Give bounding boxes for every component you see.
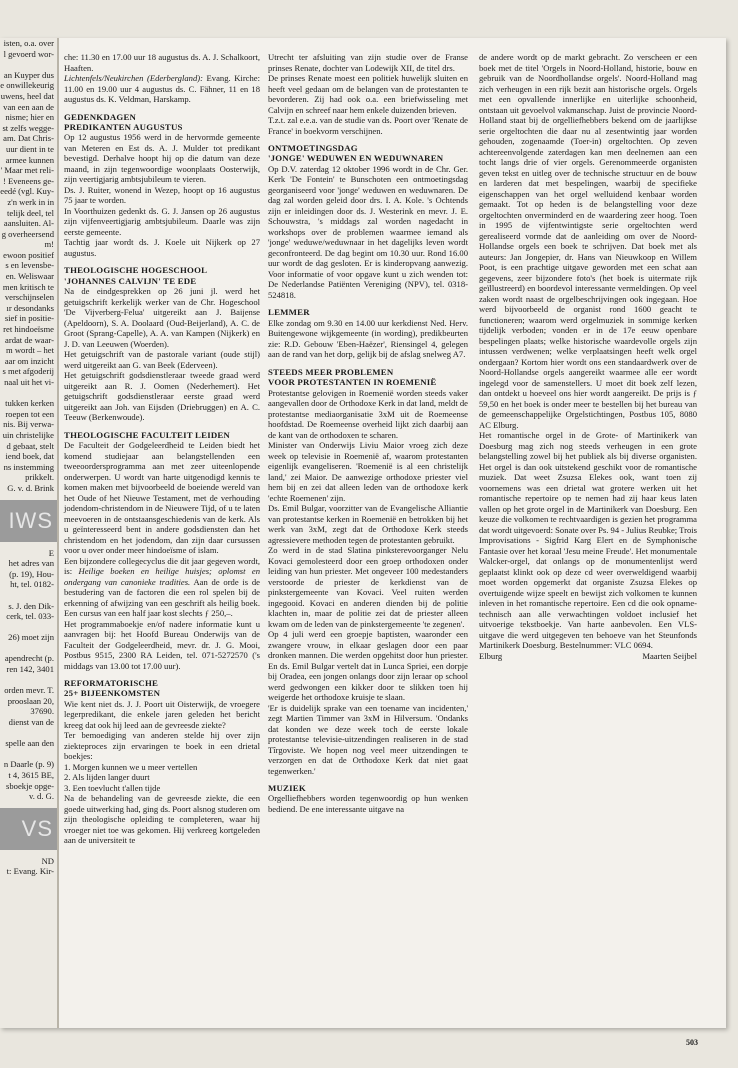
- previous-page-line: d gebaat, stelt: [6, 440, 54, 451]
- paragraph: De Faculteit der Godgeleerdheid te Leiden biedt het komend studiejaar aan belangstellenden een tweeoordersprogramma aan met zeer uiteenlopende onderwerpen. U wordt van harte uitgenodigd kennis te komen maken met bijvoorbeeld de boeiende wereld van het Oude of het Nieuwe Testament, met de verhouding jodendom-christendom in de Nieuwere Tijd, of u te laten meevoeren in de ontstaansgeschiedenis van de kerk. Als u geïnteresseerd bent in andere godsdiensten dan het christendom en het jodendom, dan zijn daar cursussen voor u over onder meer hindoeïsme of islam.: [64, 440, 260, 556]
- previous-page-line: armee kunnen: [5, 154, 54, 165]
- paragraph: Na de behandeling van de gevreesde ziekte, die een goede uitwerking had, ging ds. Poort alsnog studeren om zijn theologische opleiding te completeren, waar hij vroeger niet toe was gekomen. Hij verkreeg kortgeleden aan de universiteit te: [64, 793, 260, 846]
- previous-page-line: naal uit het vi-: [4, 377, 54, 387]
- previous-page-line: [0, 59, 57, 70]
- previous-page-line: eedé (vgl. Kuy-: [0, 186, 54, 197]
- paragraph-text: Evang. Kirche: 11.00 en 19.00 uur 4 augustus ds. C. Fähner, 11 en 18 augustus ds. K. Veldman, Harskamp.: [64, 73, 260, 104]
- section-heading: THEOLOGISCHE HOGESCHOOL: [64, 265, 208, 276]
- previous-page-line: cerk, tel. 033-: [6, 611, 54, 622]
- previous-page-line: l gevoerd wor-: [3, 48, 54, 59]
- paragraph: T.z.t. zal e.e.a. van de studie van ds. Poort over 'Renate de France' in boekvorm verschijnen.: [268, 115, 468, 136]
- list-item: 3. Een toevlucht t'allen tijde: [64, 782, 161, 793]
- previous-page-line: roepen tot een: [5, 408, 54, 419]
- book-list: [64, 762, 260, 794]
- previous-page-line: uwens, heel dat: [0, 90, 54, 101]
- paragraph: Op D.V. zaterdag 12 oktober 1996 wordt in de Chr. Ger. Kerk 'De Fontein' te Bunschoten een ontmoetingsdag georganiseerd voor 'jonge' weduwen en weduwnaren. De dag zal worden geleid door drs. I. A. Kole. 's Ochtends zijn er inleidingen door ds. J. Westerink en mevr. J. E. Schouwstra, 's middags zal worden nagedacht in workshops over de problemen waarmee iemand als 'jonge' weduwe/weduwnaar in het dagelijks leven wordt geconfronteerd. De dag begint om 10.30 uur. Rond 16.00 uur wordt de dag gesloten. Er is kinderopvang aanwezig. Voor informatie of voor opgave kunt u zich wenden tot: De Nederlandse Patiënten Vereniging (NPV), tel. 0318-524818.: [268, 163, 468, 300]
- paragraph: Het getuigschrift van de pastorale variant (oude stijl) werd uitgereikt aan G. van Beek (Ederveen).: [64, 349, 260, 370]
- column-2: [268, 52, 468, 814]
- previous-page-line: uin christelijke: [2, 429, 54, 440]
- previous-page-line: m wordt – het: [6, 345, 54, 356]
- previous-page-line: [0, 388, 57, 399]
- previous-page-banner-vs: VS: [0, 808, 57, 850]
- section-heading: MUZIEK: [268, 783, 306, 794]
- paragraph-text: Een bijzondere collegecyclus die dit jaar gegeven wordt, is:: [64, 555, 260, 577]
- paragraph: Elke zondag om 9.30 en 14.00 uur kerkdienst Ned. Herv. Buitengewone wijkgemeente (in wording), predikbeurten zie: R.D. Gebouw 'Eben-Haëzer', Riensingel 4, gelegen aan de rand van het dorp, gelijk bij de afslag snelweg A7.: [268, 317, 468, 360]
- place-name: Lichtenfels/Neukirchen (Ederbergland):: [64, 73, 203, 83]
- paragraph: Minister van Onderwijs Liviu Maior vroeg zich deze week op televisie in Roemenië af, waarom protestanten eigenlijk evangeliseren. 'Roemenië is al een christelijk land,' zei Maior. De aanwezige orthodoxe priester viel hem bij en zei dat alleen leden van de orthodoxe kerk 'echte Roemenen' zijn.: [268, 440, 468, 503]
- previous-page-line: G. v. d. Brink: [7, 482, 54, 493]
- previous-page-line: [0, 749, 57, 760]
- paragraph: Utrecht ter afsluiting van zijn studie over de Franse prinses Renate, dochter van Lodewijk XII, de titel drs.: [268, 52, 468, 73]
- paragraph: Wie kent niet ds. J. J. Poort uit Oisterwijk, de vroegere legerpredikant, die enkele jaren geleden het bericht kreeg dat ook hij leed aan de gevreesde ziekte?: [64, 698, 260, 730]
- section-heading: PREDIKANTEN AUGUSTUS: [64, 121, 183, 132]
- previous-page-text-middle: [0, 548, 57, 802]
- paragraph: che: 11.30 en 17.00 uur 18 augustus ds. A. J. Schalkoort, Haaften.: [64, 52, 260, 73]
- previous-page-line: st zelfs wegge-: [2, 122, 54, 133]
- previous-page-line: an Kuyper dus: [3, 69, 54, 80]
- previous-page-line: s met afgoderij: [2, 366, 54, 377]
- previous-page-line: ewoon positief: [3, 249, 54, 260]
- previous-page-line: het adres van: [8, 558, 54, 569]
- previous-page-line: nisme; hier en: [5, 112, 54, 123]
- previous-page-line: ND: [41, 855, 54, 866]
- previous-page-line: uur dient in te: [6, 143, 54, 154]
- paragraph: Het romantische orgel in de Grote- of Martinikerk van Doesburg mag zich nog steeds verheugen in een grote belangstelling zowel bij het publiek als bij diverse organisten. Het orgel is dan ook uitstekend geschikt voor de romantische muziek. Dat weet Zsuzsa Elekes ook, want toen zij voornemens was een drietal wat grotere werken uit het romantische repertoire op te nemen had zij haar keus laten vallen op het grote orgel in de Martinikerk van Doesburg. Een keuze die volkomen te rechtvaardigen is gezien het programma dat wordt uitgevoerd: Sonate over Ps. 94 - Julius Reubke; Trois Improvisations - Sigfrid Karg Elert en de Symphonische Fantasie over het koraal 'Jesu meine Freude'. Het monumentale Walcker-orgel, dat onlangs op de monumentenlijst werd geplaatst klinkt ook op deze cd weer overweldigend waarbij moet worden opgemerkt dat organiste Zsuzsa Elekes op overtuigende wijze speelt en bewijst zich volkomen te kunnen inleven in het romantische repertoire. Een cd die ook opname-technisch aan alle verwachtingen voldoet inclusief het uitvoerige tekstboekje. Van harte aanbevolen. Een VLS-uitgave die werd uitgegeven ten behoeve van het Steunfonds Martinikerk Doesburg. Bestelnummer: VLC 0694.: [479, 430, 697, 650]
- previous-page-line: s en levensbe-: [5, 260, 54, 271]
- section-heading: 25+ BIJEENKOMSTEN: [64, 688, 161, 699]
- section-heading: THEOLOGISCHE FACULTEIT LEIDEN: [64, 429, 230, 440]
- previous-page-text-top: [0, 38, 57, 494]
- previous-page-line: aar om inzicht: [4, 355, 54, 366]
- paragraph: Het getuigschrift godsdienstleraar tweede graad werd uitgereikt aan R. J. Oomen (Nederhemert). Het getuigschrift godsdienstleraar eerste graad werd uitgereikt aan Joh. van Eijsden (Driebruggen) en A. C. Teeuw (Berkenwoude).: [64, 370, 260, 423]
- section-heading: 'JONGE' WEDUWEN EN WEDUWNAREN: [268, 153, 444, 164]
- previous-page-line: [0, 728, 57, 739]
- previous-page-line: ht, tel. 0182-: [10, 579, 54, 590]
- section-heading: GEDENKDAGEN: [64, 111, 137, 122]
- paragraph-text: Aan de orde is de bestudering van de factoren die een rol spelen bij de erkenning of afwijzing van een geschrift als heilig boek. Een cursus van een half jaar kost slechts ƒ 250,–.: [64, 576, 261, 619]
- previous-page-line: z'n werk in in: [7, 196, 54, 207]
- signature-name: Maarten Seijbel: [642, 650, 697, 661]
- paragraph: De prinses Renate moest een politiek huwelijk sluiten en heeft veel gedaan om de belangen van de protestanten te bevorderen. Zij had ook o.a. een briefwisseling met Calvijn en schreef naar hem enkele duizenden brieven.: [268, 73, 468, 115]
- previous-page-line: isten, o.a. over: [3, 38, 54, 48]
- previous-page-line: en. Weliswaar: [5, 271, 54, 282]
- previous-page-line: ret hindoeïsme: [3, 324, 54, 335]
- previous-page-line: prikkelt.: [25, 472, 54, 483]
- paragraph: Na de eindgesprekken op 26 juni jl. werd het getuigschrift kerkelijk werker van de Chr. Hogeschool 'De Vijverberg-Felua' uitgereikt aan J. Baijense (Apeldoorn), S. A. Doolaard (Oud-Beijerland), A. C. de Groot (Sprang-Capelle), A. A. van Kampen (Nijkerk) en J. D. van Leeuwen (Woerden).: [64, 286, 260, 349]
- previous-page-line: 26) moet zijn: [8, 632, 54, 643]
- section-heading: REFORMATORISCHE: [64, 678, 159, 689]
- previous-page-line: tukken kerken: [5, 398, 54, 409]
- paragraph: Op 12 augustus 1956 werd in de hervormde gemeente van Meteren en Est ds. A. J. Mulder tot predikant bevestigd. Derhalve hoopt hij op die datum van deze maand, in zijn tegenwoordige woonplaats Oosterwijk, zijn veertigjarig ambtsjubileum te vieren.: [64, 132, 260, 185]
- paragraph: Zo werd in de stad Slatina pinksterevoorganger Nelu Kovaci gemolesteerd door een groep orthodoxen onder leiding van hun priester. Met ongeveer 100 medestanders verstoorde de priester de kerkdienst van de pinkstergemeente van Kovaci. Veel ruiten werden ingegooid. Kovaci en anderen dienden bij de politie klachten in, maar de politie zei dat de priester alleen kwam om de leden van de pinkstergemeente 'te zegenen'.: [268, 545, 468, 629]
- previous-page-line: e onwillekeurig: [0, 80, 54, 91]
- previous-page-line: spelle aan den: [5, 738, 54, 749]
- previous-page-line: nis. Bij verwa-: [3, 419, 54, 430]
- page-number: 503: [686, 1038, 698, 1047]
- paragraph: de andere wordt op de markt gebracht. Zo verscheen er een boek met de titel 'Orgels in Noord-Holland, historie, bouw en gebruik van de Noordhollandse orgels'. Noord-Holland mag zich verheugen in een rijk bezit aan historische orgels. Orgels met een opvallende innerlijke en uiterlijke schoonheid, ontstaan uit gevoelvol vakmanschap. Juist de provincie Noord-Holland staat bij de orgelliefhebbers bekend om de jaarlijkse serie orgeltochten die daar nu al zesentwintig jaar worden gehouden, zogenaamde (Toer-in) orgeltochten. Op zeven achtereenvolgende zaterdagen kan men deelnemen aan een tocht langs drie of vier orgels. Gerenommeerde organisten geven tekst en uitleg over de technische structuur en de bouw en larderen dat met bespelingen, waarbij de specifieke eigenschappen van het orgel welluidend kenbaar worden gemaakt. Tot op heden is de belangstelling voor deze orgeltochten onverminderd en de waardering zeer hoog. Toen in 1995 de vijfentwintigste serie orgeltochten werd gerealiseerd vormde dat de aanleiding om over de Noord-Hollandse orgels een boek te schrijven. Dat boek met als auteurs: Jan Jongepier, dr. Hans van Nieuwkoop en Willem Poot, is een prachtige uitgave geworden met een schat aan gegevens, zeer bijzondere foto's (het boek is uitermate rijk geïllustreerd) en boordevol interessante vermeldingen. Op veel zaken wordt naast de orgelbeschrijvingen ook ingegaan. Hoe werd bijvoorbeeld de organist rond 1600 geacht te functioneren; waarom werd orgelmuziek in sommige kerken tijdelijk verboden; vonden er in de 17e eeuw openbare bespelingen plaats; welke historische waardevolle orgels zijn intussen verdwenen; welke verplaatsingen heeft welk orgel ondergaan? Kortom hier wordt ons een standaardwerk over de Noord-Hollandse orgels aangereikt waarmee alle eer wordt ingelegd voor de samenstellers. U moet dit boek zelf lezen, dan ontdekt u hoeveel ons hier wordt aangereikt. De prijs is ƒ 59,50 en het boek is onder meer te bestellen bij het bureau van de gemeenschappelijke Orgelstichtingen, Postbus 105, 8080 AC Elburg.: [479, 52, 697, 430]
- previous-page-line: dienst van de: [8, 717, 54, 728]
- previous-page-line: ır desondanks: [6, 302, 54, 313]
- section-heading: ONTMOETINGSDAG: [268, 143, 358, 153]
- author-signature: [479, 651, 697, 662]
- paragraph: Orgelliefhebbers worden tegenwoordig op hun wenken bediend. De ene interessante uitgave na: [268, 793, 468, 814]
- section-heading: VOOR PROTESTANTEN IN ROEMENIË: [268, 377, 437, 388]
- previous-page-text-bottom: [0, 856, 57, 877]
- previous-page-line: ns instemming: [3, 461, 54, 472]
- list-item: 2. Als lijden langer duurt: [64, 772, 150, 783]
- previous-page-line: 37690.: [30, 706, 54, 717]
- previous-page-line: prooslaan 20,: [7, 695, 54, 706]
- previous-page-line: [0, 590, 57, 601]
- previous-page-line: [0, 643, 57, 654]
- paragraph: Ds. Emil Bulgar, voorzitter van de Evangelische Alliantie van protestantse kerken in Roemenië en betrokken bij het werk van 3xM, zegt dat de Orthodoxe Kerk steeds agressievere methoden tegen de protestanten gebruikt.: [268, 503, 468, 545]
- paragraph: In Voorthuizen gedenkt ds. G. J. Jansen op 26 augustus zijn vijfenveertigjarig ambtsjubileum. Daarle was zijn eerste gemeente.: [64, 205, 260, 237]
- column-1: [64, 52, 260, 846]
- previous-page-line: g overheersend: [1, 228, 54, 239]
- previous-page-line: n Daarle (p. 9): [3, 759, 54, 770]
- previous-page-line: (p. 19), Hou-: [9, 568, 54, 579]
- previous-page-line: ren 142, 3401: [6, 664, 54, 675]
- previous-page-line: iend boek, dat: [5, 451, 54, 462]
- previous-page-line: E: [48, 547, 54, 558]
- magazine-page: [0, 38, 726, 1047]
- paragraph: Ds. J. Ruiter, wonend in Wezep, hoopt op 16 augustus 75 jaar te worden.: [64, 184, 260, 206]
- paragraph: Het programmaboekje en/of nadere informatie kunt u aanvragen bij: het Hoofd Bureau Onderwijs van de Faculteit der Godgeleerdheid, mevr. dr. J. G. Mooi, Postbus 9515, 2300 RA Leiden, tel. 071-5272570 ('s middags van 13.00 tot 17.00 uur).: [64, 618, 260, 671]
- previous-page-line: ' Maar met reli-: [0, 165, 54, 176]
- course-title: Heilige boeken en heilige huisjes; oplomst en ondergang van canonieke tradities.: [64, 566, 260, 587]
- previous-page-line: verschijnselen: [4, 292, 54, 303]
- previous-page-line: ardat de waar-: [5, 334, 54, 345]
- previous-page-line: s. J. den Dik-: [8, 600, 54, 611]
- previous-page-line: [0, 675, 57, 686]
- previous-page-edge: [0, 38, 59, 1028]
- previous-page-line: apendrecht (p.: [4, 653, 54, 664]
- paragraph: [64, 556, 260, 619]
- paragraph: Tachtig jaar wordt ds. J. Koele uit Nijkerk op 27 augustus.: [64, 237, 260, 258]
- column-3: [479, 52, 697, 661]
- paragraph: [64, 73, 260, 105]
- previous-page-line: van een aan de: [3, 101, 54, 112]
- previous-page-line: ! Eveneens ge-: [2, 175, 54, 186]
- section-heading: STEEDS MEER PROBLEMEN: [268, 366, 394, 377]
- section-heading: 'JOHANNES CALVIJN' TE EDE: [64, 275, 197, 286]
- paragraph: Op 4 juli werd een groepje baptisten, waaronder een zwangere vrouw, in elkaar geslagen door een paar dronken mannen. Die werden opgehitst door hun priester. En ds. Emil Bulgar vertelt dat in Lunca Spriei, een dorpje bij Oradea, een jongen onlangs door zijn leraar op school werd gedwongen een kikker door te slikken toen hij weigerde het orthodoxe kruisje te slaan.: [268, 629, 468, 703]
- paragraph: Protestantse gelovigen in Roemenië worden steeds vaker aangevallen door de Orthodoxe Kerk in dat land, meldt de protestantse mediaorganisatie 3xM uit de Roemeense hoofdstad. De Roemeense overheid lijkt zich daarbij aan de kant van de orthodoxen te scharen.: [268, 387, 468, 440]
- previous-page-line: sboekje opge-: [6, 780, 54, 791]
- previous-page-line: [0, 622, 57, 633]
- section-heading: LEMMER: [268, 307, 310, 318]
- previous-page-line: orden mevr. T.: [4, 685, 54, 696]
- previous-page-line: am. Dat Chris-: [3, 133, 54, 144]
- previous-page-line: aansluiten. Al-: [3, 218, 54, 229]
- previous-page-line: t: Evang. Kir-: [6, 866, 54, 877]
- previous-page-line: m!: [44, 239, 54, 250]
- paragraph: Ter bemoediging van anderen stelde hij over zijn ziekteproces zijn ervaringen te boek in een drietal boekjes:: [64, 730, 260, 762]
- paragraph: 'Er is duidelijk sprake van een toename van incidenten,' zegt Martien Timmer van 3xM in Hilversum. 'Ondanks dat konden we deze week toch de eerste lokale protestantse televisie-uitzendingen realiseren in de stad Tîrgoviste. We hopen nog veel meer uitzendingen te verzorgen en dat de Orthodoxe Kerk dat niet gaat tegenwerken.': [268, 702, 468, 776]
- list-item: 1. Morgen kunnen we u meer vertellen: [64, 761, 198, 772]
- previous-page-banner-news: IWS: [0, 500, 57, 542]
- previous-page-line: t 4, 3615 BE,: [8, 770, 54, 780]
- previous-page-line: telijk deel, tel: [6, 207, 54, 218]
- previous-page-line: men kritisch te: [2, 281, 54, 292]
- previous-page-line: v. d. G.: [29, 791, 54, 802]
- signature-place: Elburg: [479, 650, 503, 661]
- previous-page-line: sief in positie-: [4, 313, 54, 324]
